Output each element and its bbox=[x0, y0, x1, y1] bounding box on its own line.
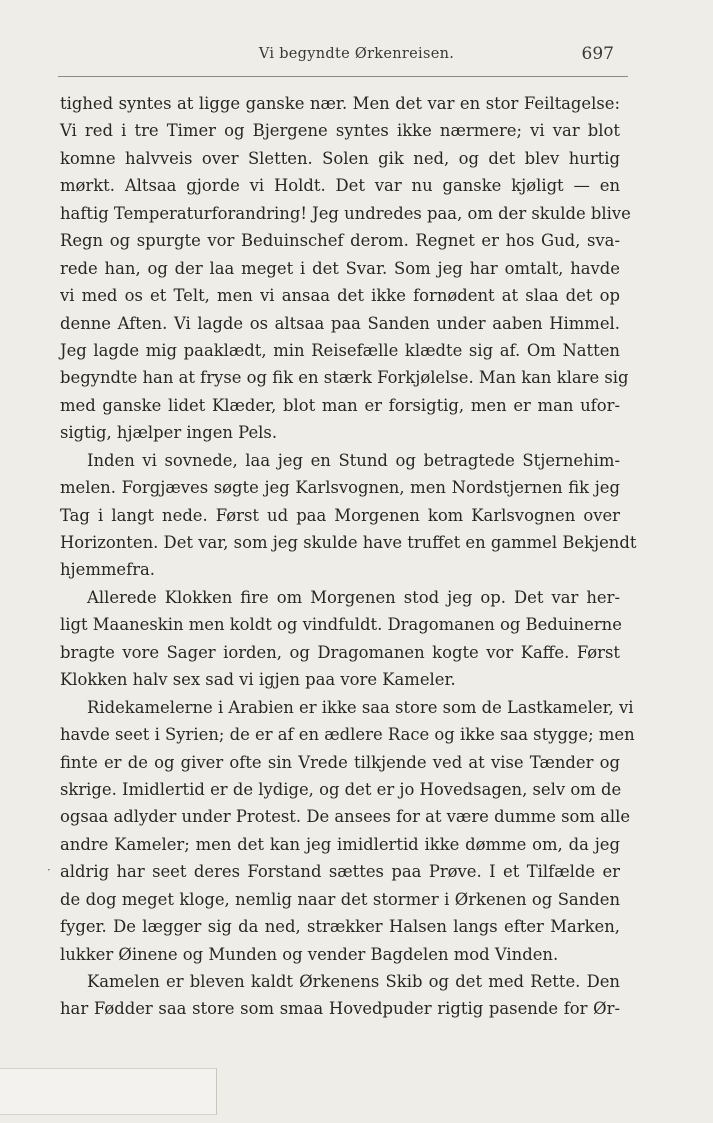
text-line: med ganske lidet Klæder, blot man er forsigtig, men er man ufor- bbox=[60, 395, 620, 415]
text-line: finte er de og giver ofte sin Vrede tilkjende ved at vise Tænder og bbox=[60, 752, 620, 772]
text-line: Jeg lagde mig paaklædt, min Reisefælle klædte sig af. Om Natten bbox=[60, 340, 620, 360]
running-title: Vi begyndte Ørkenreisen. bbox=[258, 46, 455, 62]
text-line: skrige. Imidlertid er de lydige, og det er jo Hovedsagen, selv om de bbox=[60, 779, 622, 799]
text-line: Allerede Klokken fire om Morgenen stod jeg op. Det var her- bbox=[87, 587, 620, 607]
text-line: aldrig har seet deres Forstand sættes paa Prøve. I et Tilfælde er bbox=[60, 862, 620, 882]
text-line: Vi red i tre Timer og Bjergene syntes ikke nærmere; vi var blot bbox=[60, 121, 620, 141]
page-header bbox=[0, 46, 713, 68]
text-line: Tag i langt nede. Først ud paa Morgenen kom Karlsvognen over bbox=[60, 505, 620, 525]
text-line: Klokken halv sex sad vi igjen paa vore Kameler. bbox=[60, 670, 456, 690]
text-line: havde seet i Syrien; de er af en ædlere Race og ikke saa stygge; men bbox=[60, 725, 635, 745]
text-line: vi med os et Telt, men vi ansaa det ikke fornødent at slaa det op bbox=[60, 286, 620, 306]
text-line: ogsaa adlyder under Protest. De ansees for at være dumme som alle bbox=[60, 807, 631, 827]
text-line: begyndte han at fryse og fik en stærk Forkjølelse. Man kan klare sig bbox=[60, 368, 629, 388]
text-line: ligt Maaneskin men koldt og vindfuldt. Dragomanen og Beduinerne bbox=[60, 615, 622, 635]
page-number: 697 bbox=[581, 44, 614, 64]
text-line: har Fødder saa store som smaa Hovedpuder rigtig pasende for Ør- bbox=[60, 999, 620, 1019]
text-line: haftig Temperaturforandring! Jeg undredes paa, om der skulde blive bbox=[60, 203, 631, 223]
text-line: hjemmefra. bbox=[60, 560, 156, 580]
text-line: Ridekamelerne i Arabien er ikke saa store som de Lastkameler, vi bbox=[87, 697, 634, 717]
text-line: mørkt. Altsaa gjorde vi Holdt. Det var nu ganske kjøligt — en bbox=[60, 176, 620, 196]
scan-edge-strip bbox=[0, 1068, 217, 1115]
text-line: de dog meget kloge, nemlig naar det stormer i Ørkenen og Sanden bbox=[60, 889, 620, 909]
text-line: rede han, og der laa meget i det Svar. Som jeg har omtalt, havde bbox=[60, 258, 620, 278]
text-line: denne Aften. Vi lagde os altsaa paa Sanden under aaben Himmel. bbox=[60, 313, 620, 333]
text-line: Inden vi sovnede, laa jeg en Stund og betragtede Stjernehim- bbox=[87, 450, 620, 470]
text-line: tighed syntes at ligge ganske nær. Men det var en stor Feiltagelse: bbox=[60, 94, 620, 113]
text-line: melen. Forgjæves søgte jeg Karlsvognen, men Nordstjernen fik jeg bbox=[60, 478, 620, 498]
body-text bbox=[60, 90, 637, 1023]
text-line: sigtig, hjælper ingen Pels. bbox=[60, 423, 278, 443]
text-line: andre Kameler; men det kan jeg imidlertid ikke dømme om, da jeg bbox=[60, 834, 620, 854]
text-line: komne halvveis over Sletten. Solen gik ned, og det blev hurtig bbox=[60, 148, 620, 168]
header-rule bbox=[58, 76, 628, 77]
text-line: bragte vore Sager iorden, og Dragomanen kogte vor Kaffe. Først bbox=[60, 642, 620, 662]
margin-dot: · bbox=[47, 863, 51, 877]
text-line: lukker Øinene og Munden og vender Bagdelen mod Vinden. bbox=[60, 944, 559, 964]
text-line: fyger. De lægger sig da ned, strækker Halsen langs efter Marken, bbox=[60, 917, 620, 937]
text-line: Regn og spurgte vor Beduinschef derom. Regnet er hos Gud, sva- bbox=[60, 231, 620, 251]
text-line: Kamelen er bleven kaldt Ørkenens Skib og det med Rette. Den bbox=[87, 972, 620, 991]
text-line: Horizonten. Det var, som jeg skulde have truffet en gammel Bekjendt bbox=[60, 533, 637, 552]
